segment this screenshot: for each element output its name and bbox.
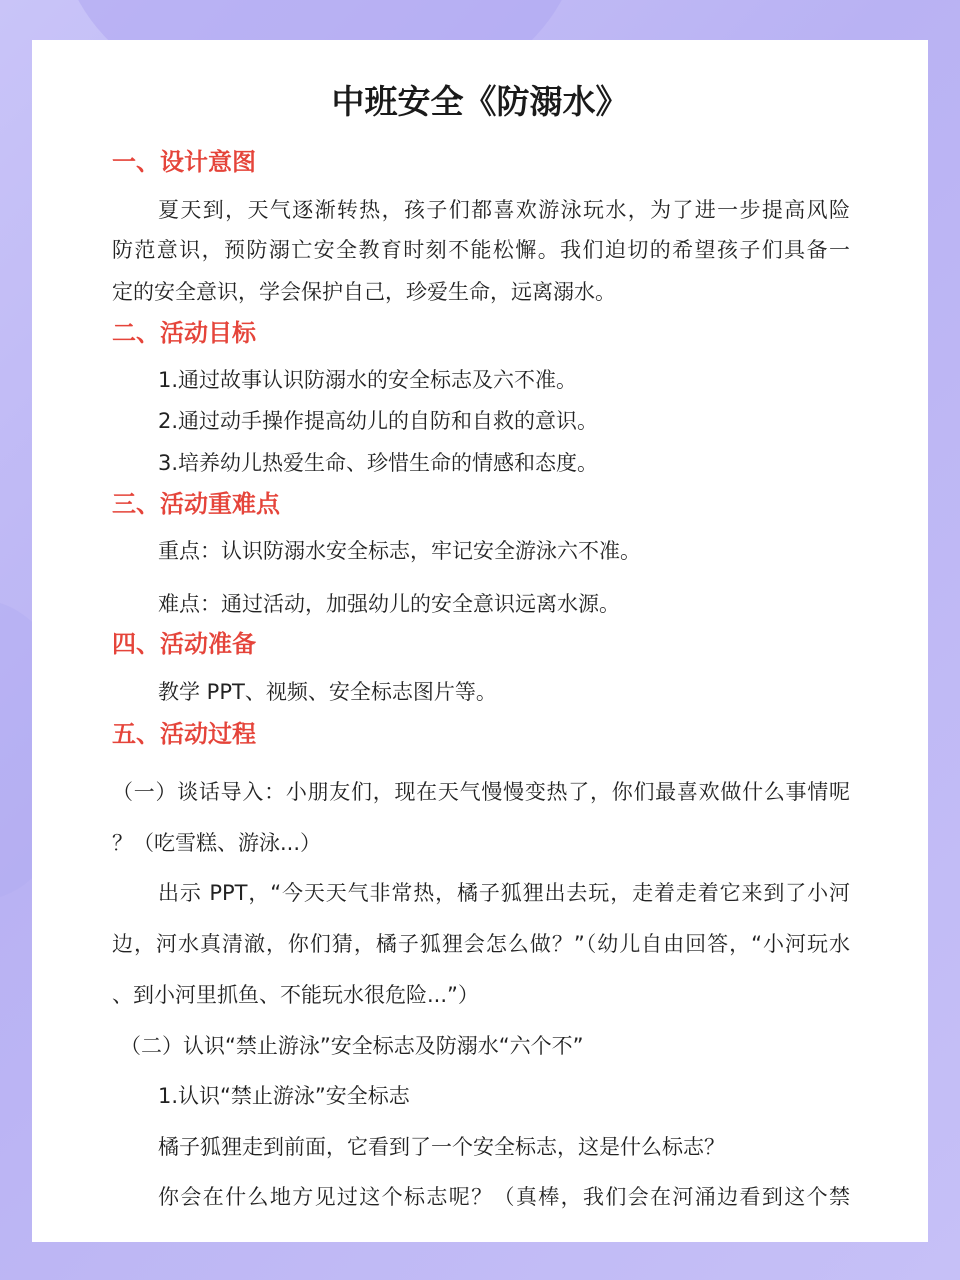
list-item: 3.培养幼儿热爱生命、珍惜生命的情感和态度。: [158, 451, 599, 475]
section-heading: 二、活动目标: [112, 319, 256, 347]
paragraph-line: 教学 PPT、视频、安全标志图片等。: [158, 680, 497, 704]
paragraph-line: （一）谈话导入：小朋友们，现在天气慢慢变热了，你们最喜欢做什么事情呢: [112, 780, 850, 804]
paragraph-line: 防范意识，预防溺亡安全教育时刻不能松懈。我们迫切的希望孩子们具备一: [112, 238, 850, 262]
paragraph-line: 出示 PPT，“今天天气非常热，橘子狐狸出去玩，走着走着它来到了小河: [158, 881, 850, 905]
key-point: 重点：认识防溺水安全标志，牢记安全游泳六不准。: [158, 539, 641, 563]
page-title: 中班安全《防溺水》: [331, 82, 629, 121]
paragraph-line: 定的安全意识，学会保护自己，珍爱生命，远离溺水。: [112, 280, 616, 304]
section-heading: 五、活动过程: [112, 720, 256, 748]
paragraph-line: ？（吃雪糕、游泳...）: [112, 831, 322, 855]
paragraph-line: 你会在什么地方见过这个标志呢？（真棒，我们会在河涌边看到这个禁: [158, 1185, 850, 1209]
subsection-heading: （二）认识“禁止游泳”安全标志及防溺水“六个不”: [120, 1034, 584, 1058]
section-heading: 三、活动重难点: [112, 490, 280, 518]
difficult-point: 难点：通过活动，加强幼儿的安全意识远离水源。: [158, 592, 620, 616]
section-heading: 四、活动准备: [112, 630, 256, 658]
paragraph-line: 边，河水真清澈，你们猜，橘子狐狸会怎么做？”（幼儿自由回答，“小河玩水: [112, 932, 850, 956]
list-item: 2.通过动手操作提高幼儿的自防和自救的意识。: [158, 409, 599, 433]
paragraph-line: 橘子狐狸走到前面，它看到了一个安全标志，这是什么标志？: [158, 1135, 725, 1159]
paragraph-line: 、到小河里抓鱼、不能玩水很危险...”）: [112, 983, 479, 1007]
list-item: 1.通过故事认识防溺水的安全标志及六不准。: [158, 368, 578, 392]
paragraph-line: 1.认识“禁止游泳”安全标志: [158, 1084, 410, 1108]
paragraph-line: 夏天到，天气逐渐转热，孩子们都喜欢游泳玩水，为了进一步提高风险: [158, 198, 850, 222]
section-heading: 一、设计意图: [112, 148, 256, 176]
